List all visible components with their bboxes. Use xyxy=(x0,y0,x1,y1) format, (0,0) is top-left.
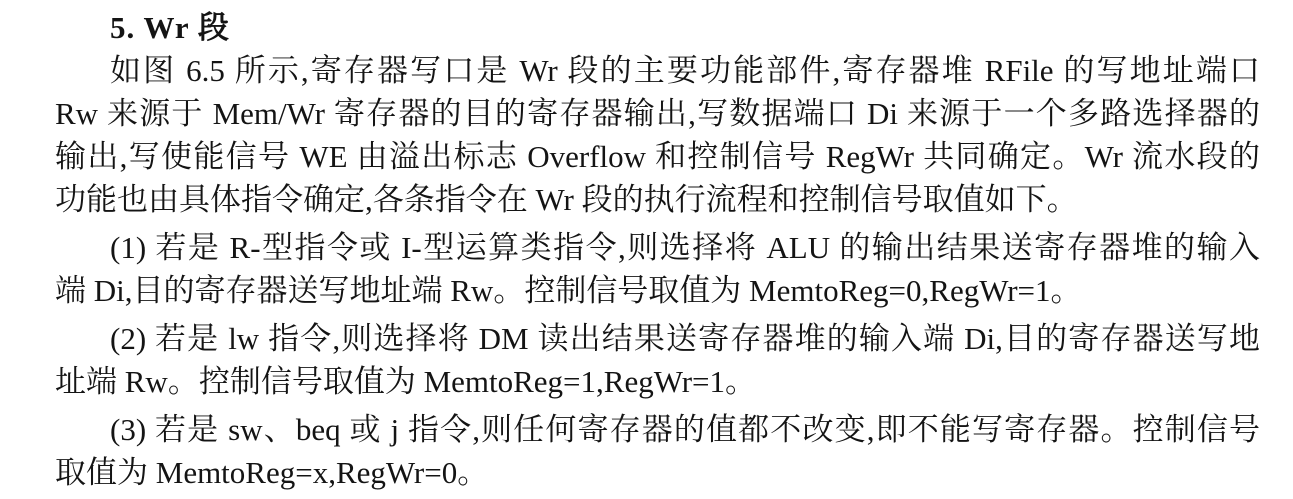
text-line-10: 取值为 MemtoReg=x,RegWr=0。 xyxy=(55,455,489,490)
text-line-1: 如图 6.5 所示,寄存器写口是 Wr 段的主要功能部件,寄存器堆 RFile 的写地址端口 xyxy=(110,53,1260,88)
text-line-6: 端 Di,目的寄存器送写地址端 Rw。控制信号取值为 MemtoReg=0,RegWr=1。 xyxy=(55,273,1082,308)
text-line-8: 址端 Rw。控制信号取值为 MemtoReg=1,RegWr=1。 xyxy=(55,364,757,399)
text-line-7: (2) 若是 lw 指令,则选择将 DM 读出结果送寄存器堆的输入端 Di,目的寄存器送写地 xyxy=(110,321,1260,356)
text-line-5: (1) 若是 R-型指令或 I-型运算类指令,则选择将 ALU 的输出结果送寄存器堆的输入 xyxy=(110,230,1260,265)
text-line-3: 输出,写使能信号 WE 由溢出标志 Overflow 和控制信号 RegWr 共同确定。Wr 流水段的 xyxy=(55,139,1260,174)
text-line-4: 功能也由具体指令确定,各条指令在 Wr 段的执行流程和控制信号取值如下。 xyxy=(55,182,1078,217)
section-heading: 5. Wr 段 xyxy=(110,10,230,45)
text-line-9: (3) 若是 sw、beq 或 j 指令,则任何寄存器的值都不改变,即不能写寄存器。控制信号 xyxy=(110,412,1260,447)
text-line-2: Rw 来源于 Mem/Wr 寄存器的目的寄存器输出,写数据端口 Di 来源于一个多路选择器的 xyxy=(55,96,1260,131)
